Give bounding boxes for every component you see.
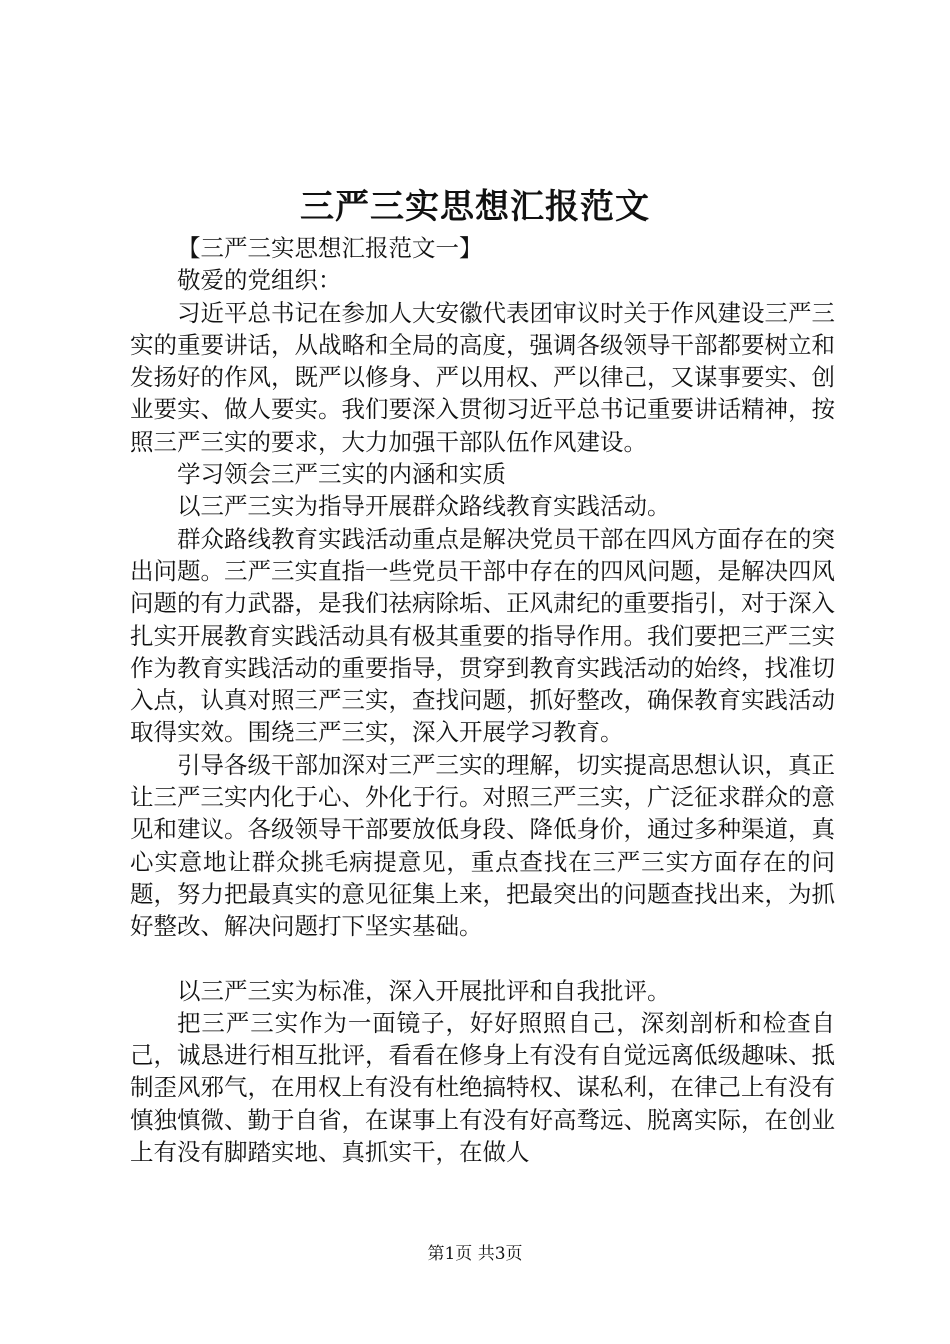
body-paragraph: 以三严三实为指导开展群众路线教育实践活动。: [177, 492, 671, 521]
page-number: 第1页 共3页: [427, 1244, 523, 1264]
salutation: 敬爱的党组织：: [177, 266, 342, 295]
body-paragraph: 把三严三实作为一面镜子，好好照照自己，深刻剖析和检查自己，诚恳进行相互批评，看看在修身上有没有自觉远离低级趣味、抵制歪风邪气，在用权上有没有杜绝搞特权、谋私利，在律己上有没有慎独慎微、勤于自省，在谋事上有没有好高骛远、脱离实际，在创业上有没有脚踏实地、真抓实干，在做人: [130, 1008, 835, 1167]
document-title: 三严三实思想汇报范文: [300, 187, 650, 227]
body-paragraph: 以三严三实为标准，深入开展批评和自我批评。: [177, 976, 671, 1005]
section-heading: 【三严三实思想汇报范文一】: [177, 234, 483, 262]
body-paragraph: 学习领会三严三实的内涵和实质: [177, 460, 506, 489]
body-paragraph: 习近平总书记在参加人大安徽代表团审议时关于作风建设三严三实的重要讲话，从战略和全局的高度，强调各级领导干部都要树立和发扬好的作风，既严以修身、严以用权、严以律己，又谋事要实、创业要实、做人要实。我们要深入贯彻习近平总书记重要讲话精神，按照三严三实的要求，大力加强干部队伍作风建设。: [130, 298, 835, 456]
document-body: [130, 232, 835, 1168]
body-paragraph: 引导各级干部加深对三严三实的理解，切实提高思想认识，真正让三严三实内化于心、外化于行。对照三严三实，广泛征求群众的意见和建议。各级领导干部要放低身段、降低身价，通过多种渠道，真心实意地让群众挑毛病提意见，重点查找在三严三实方面存在的问题，努力把最真实的意见征集上来，把最突出的问题查找出来，为抓好整改、解决问题打下坚实基础。: [130, 750, 835, 941]
body-paragraph: 群众路线教育实践活动重点是解决党员干部在四风方面存在的突出问题。三严三实直指一些党员干部中存在的四风问题，是解决四风问题的有力武器，是我们祛病除垢、正风肃纪的重要指引，对于深入扎实开展教育实践活动具有极其重要的指导作用。我们要把三严三实作为教育实践活动的重要指导，贯穿到教育实践活动的始终，找准切入点，认真对照三严三实，查找问题，抓好整改，确保教育实践活动取得实效。围绕三严三实，深入开展学习教育。: [130, 524, 835, 747]
